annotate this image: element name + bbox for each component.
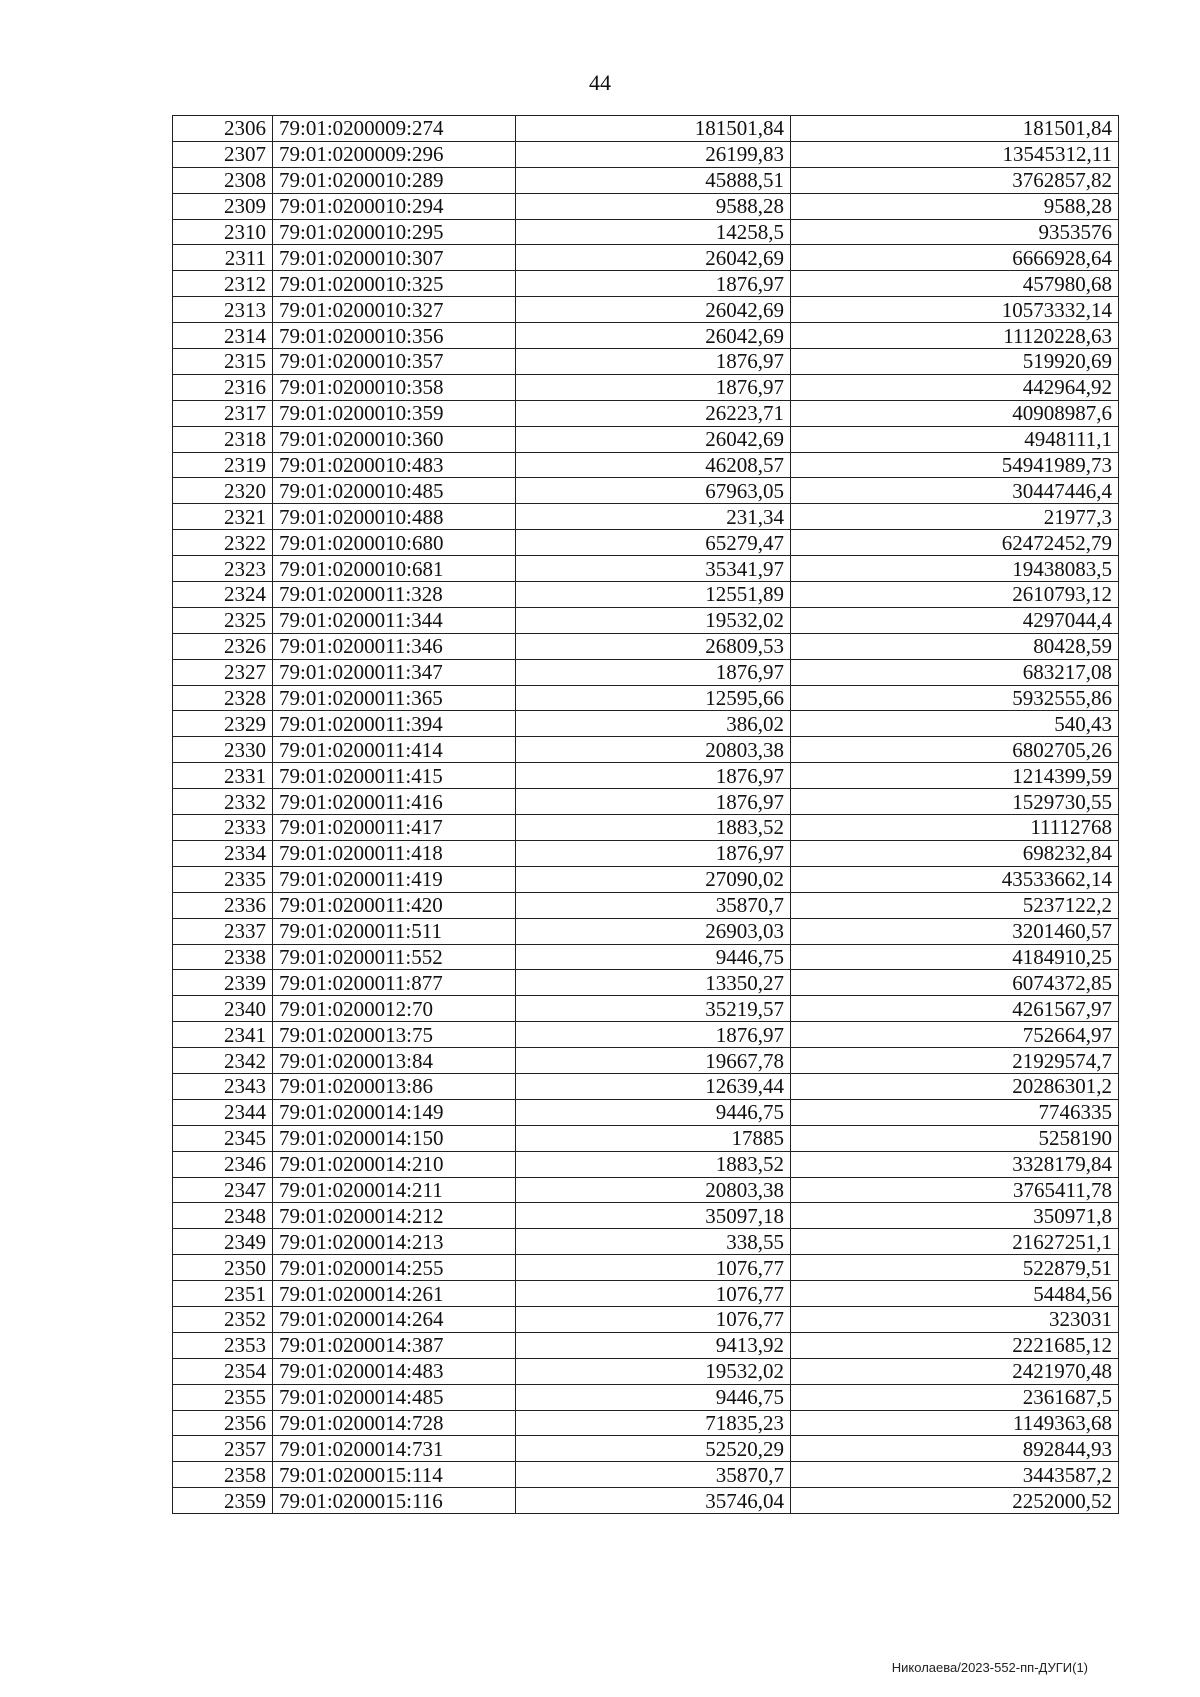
- cadastral-value-cell: 4297044,4: [791, 607, 1119, 633]
- area-cell: 71835,23: [516, 1410, 791, 1436]
- table-row: [173, 1229, 1119, 1255]
- cadastral-value-cell: 892844,93: [791, 1436, 1119, 1462]
- cadastral-value-cell: 43533662,14: [791, 866, 1119, 892]
- row-number-cell: 2330: [173, 737, 273, 763]
- cadastral-value-cell: 2361687,5: [791, 1384, 1119, 1410]
- cadastral-value-cell: 323031: [791, 1306, 1119, 1332]
- cadastral-number-cell: 79:01:0200014:728: [273, 1410, 516, 1436]
- row-number-cell: 2358: [173, 1462, 273, 1488]
- row-number-cell: 2352: [173, 1306, 273, 1332]
- table-row: [173, 1177, 1119, 1203]
- cadastral-value-cell: 7746335: [791, 1099, 1119, 1125]
- area-cell: 13350,27: [516, 970, 791, 996]
- area-cell: 1876,97: [516, 659, 791, 685]
- row-number-cell: 2339: [173, 970, 273, 996]
- cadastral-number-cell: 79:01:0200010:358: [273, 374, 516, 400]
- cadastral-value-cell: 5258190: [791, 1125, 1119, 1151]
- cadastral-value-cell: 5237122,2: [791, 892, 1119, 918]
- table-row: [173, 789, 1119, 815]
- area-cell: 1876,97: [516, 763, 791, 789]
- area-cell: 9588,28: [516, 193, 791, 219]
- table-row: [173, 374, 1119, 400]
- cadastral-value-cell: 13545312,11: [791, 141, 1119, 167]
- row-number-cell: 2341: [173, 1022, 273, 1048]
- cadastral-value-cell: 11112768: [791, 815, 1119, 841]
- cadastral-number-cell: 79:01:0200011:877: [273, 970, 516, 996]
- area-cell: 231,34: [516, 504, 791, 530]
- area-cell: 9446,75: [516, 1099, 791, 1125]
- area-cell: 26042,69: [516, 323, 791, 349]
- area-cell: 19532,02: [516, 1358, 791, 1384]
- cadastral-number-cell: 79:01:0200011:414: [273, 737, 516, 763]
- cadastral-number-cell: 79:01:0200010:356: [273, 323, 516, 349]
- cadastral-value-cell: 1529730,55: [791, 789, 1119, 815]
- table-row: [173, 530, 1119, 556]
- area-cell: 35219,57: [516, 996, 791, 1022]
- cadastral-number-cell: 79:01:0200010:325: [273, 271, 516, 297]
- cadastral-value-cell: 4184910,25: [791, 944, 1119, 970]
- cadastral-number-cell: 79:01:0200010:359: [273, 400, 516, 426]
- cadastral-number-cell: 79:01:0200011:420: [273, 892, 516, 918]
- table-row: [173, 1462, 1119, 1488]
- table-row: [173, 1488, 1119, 1514]
- cadastral-number-cell: 79:01:0200010:357: [273, 349, 516, 375]
- row-number-cell: 2309: [173, 193, 273, 219]
- cadastral-number-cell: 79:01:0200010:681: [273, 556, 516, 582]
- area-cell: 26042,69: [516, 245, 791, 271]
- row-number-cell: 2337: [173, 918, 273, 944]
- cadastral-value-cell: 21977,3: [791, 504, 1119, 530]
- row-number-cell: 2319: [173, 452, 273, 478]
- row-number-cell: 2336: [173, 892, 273, 918]
- area-cell: 17885: [516, 1125, 791, 1151]
- row-number-cell: 2343: [173, 1073, 273, 1099]
- cadastral-value-cell: 9353576: [791, 219, 1119, 245]
- row-number-cell: 2334: [173, 840, 273, 866]
- row-number-cell: 2322: [173, 530, 273, 556]
- area-cell: 1883,52: [516, 815, 791, 841]
- area-cell: 12595,66: [516, 685, 791, 711]
- cadastral-number-cell: 79:01:0200009:274: [273, 116, 516, 142]
- row-number-cell: 2329: [173, 711, 273, 737]
- row-number-cell: 2331: [173, 763, 273, 789]
- table-row: [173, 349, 1119, 375]
- cadastral-number-cell: 79:01:0200011:417: [273, 815, 516, 841]
- cadastral-number-cell: 79:01:0200014:210: [273, 1151, 516, 1177]
- cadastral-number-cell: 79:01:0200010:307: [273, 245, 516, 271]
- cadastral-value-cell: 9588,28: [791, 193, 1119, 219]
- area-cell: 1876,97: [516, 1022, 791, 1048]
- table-row: [173, 607, 1119, 633]
- cadastral-number-cell: 79:01:0200010:289: [273, 167, 516, 193]
- cadastral-value-cell: 21929574,7: [791, 1048, 1119, 1074]
- table-row: [173, 996, 1119, 1022]
- cadastral-number-cell: 79:01:0200014:264: [273, 1306, 516, 1332]
- row-number-cell: 2328: [173, 685, 273, 711]
- area-cell: 1876,97: [516, 349, 791, 375]
- table-row: [173, 400, 1119, 426]
- row-number-cell: 2332: [173, 789, 273, 815]
- table-row: [173, 840, 1119, 866]
- cadastral-value-cell: 40908987,6: [791, 400, 1119, 426]
- cadastral-number-cell: 79:01:0200011:415: [273, 763, 516, 789]
- row-number-cell: 2340: [173, 996, 273, 1022]
- row-number-cell: 2335: [173, 866, 273, 892]
- cadastral-value-cell: 5932555,86: [791, 685, 1119, 711]
- row-number-cell: 2354: [173, 1358, 273, 1384]
- cadastral-number-cell: 79:01:0200015:114: [273, 1462, 516, 1488]
- cadastral-value-cell: 350971,8: [791, 1203, 1119, 1229]
- cadastral-number-cell: 79:01:0200014:213: [273, 1229, 516, 1255]
- cadastral-number-cell: 79:01:0200010:360: [273, 426, 516, 452]
- row-number-cell: 2323: [173, 556, 273, 582]
- table-row: [173, 1048, 1119, 1074]
- cadastral-value-cell: 19438083,5: [791, 556, 1119, 582]
- table-row: [173, 1099, 1119, 1125]
- cadastral-value-cell: 698232,84: [791, 840, 1119, 866]
- row-number-cell: 2348: [173, 1203, 273, 1229]
- cadastral-number-cell: 79:01:0200011:419: [273, 866, 516, 892]
- cadastral-value-cell: 442964,92: [791, 374, 1119, 400]
- cadastral-number-cell: 79:01:0200011:347: [273, 659, 516, 685]
- cadastral-number-cell: 79:01:0200010:680: [273, 530, 516, 556]
- area-cell: 65279,47: [516, 530, 791, 556]
- area-cell: 12639,44: [516, 1073, 791, 1099]
- area-cell: 1076,77: [516, 1306, 791, 1332]
- cadastral-number-cell: 79:01:0200010:488: [273, 504, 516, 530]
- cadastral-number-cell: 79:01:0200010:485: [273, 478, 516, 504]
- cadastral-value-cell: 540,43: [791, 711, 1119, 737]
- cadastral-value-table: [172, 115, 1119, 1514]
- cadastral-value-cell: 2221685,12: [791, 1332, 1119, 1358]
- area-cell: 1876,97: [516, 840, 791, 866]
- table-row: [173, 970, 1119, 996]
- area-cell: 1076,77: [516, 1255, 791, 1281]
- row-number-cell: 2347: [173, 1177, 273, 1203]
- table-row: [173, 866, 1119, 892]
- row-number-cell: 2324: [173, 582, 273, 608]
- cadastral-number-cell: 79:01:0200014:211: [273, 1177, 516, 1203]
- row-number-cell: 2308: [173, 167, 273, 193]
- cadastral-number-cell: 79:01:0200011:552: [273, 944, 516, 970]
- table-row: [173, 219, 1119, 245]
- cadastral-number-cell: 79:01:0200011:328: [273, 582, 516, 608]
- cadastral-value-cell: 4948111,1: [791, 426, 1119, 452]
- table-row: [173, 815, 1119, 841]
- table-row: [173, 271, 1119, 297]
- cadastral-number-cell: 79:01:0200014:483: [273, 1358, 516, 1384]
- area-cell: 338,55: [516, 1229, 791, 1255]
- row-number-cell: 2338: [173, 944, 273, 970]
- area-cell: 35097,18: [516, 1203, 791, 1229]
- cadastral-value-cell: 62472452,79: [791, 530, 1119, 556]
- document-reference: Николаева/2023-552-пп-ДУГИ(1): [891, 1660, 1088, 1675]
- area-cell: 45888,51: [516, 167, 791, 193]
- cadastral-number-cell: 79:01:0200010:483: [273, 452, 516, 478]
- area-cell: 67963,05: [516, 478, 791, 504]
- row-number-cell: 2314: [173, 323, 273, 349]
- cadastral-number-cell: 79:01:0200011:418: [273, 840, 516, 866]
- cadastral-value-cell: 181501,84: [791, 116, 1119, 142]
- row-number-cell: 2307: [173, 141, 273, 167]
- area-cell: 20803,38: [516, 1177, 791, 1203]
- table-row: [173, 245, 1119, 271]
- area-cell: 386,02: [516, 711, 791, 737]
- table-row: [173, 1410, 1119, 1436]
- area-cell: 9446,75: [516, 944, 791, 970]
- table-row: [173, 685, 1119, 711]
- table-row: [173, 1203, 1119, 1229]
- table-row: [173, 1151, 1119, 1177]
- cadastral-value-cell: 1214399,59: [791, 763, 1119, 789]
- table-row: [173, 478, 1119, 504]
- area-cell: 9413,92: [516, 1332, 791, 1358]
- cadastral-value-cell: 54484,56: [791, 1281, 1119, 1307]
- area-cell: 1876,97: [516, 789, 791, 815]
- cadastral-number-cell: 79:01:0200011:346: [273, 633, 516, 659]
- cadastral-value-cell: 683217,08: [791, 659, 1119, 685]
- table-row: [173, 944, 1119, 970]
- cadastral-number-cell: 79:01:0200013:86: [273, 1073, 516, 1099]
- row-number-cell: 2327: [173, 659, 273, 685]
- row-number-cell: 2316: [173, 374, 273, 400]
- area-cell: 35870,7: [516, 1462, 791, 1488]
- table-row: [173, 918, 1119, 944]
- cadastral-value-cell: 2421970,48: [791, 1358, 1119, 1384]
- area-cell: 26809,53: [516, 633, 791, 659]
- area-cell: 27090,02: [516, 866, 791, 892]
- row-number-cell: 2333: [173, 815, 273, 841]
- table-row: [173, 297, 1119, 323]
- row-number-cell: 2317: [173, 400, 273, 426]
- table-row: [173, 323, 1119, 349]
- table-row: [173, 763, 1119, 789]
- table-row: [173, 1022, 1119, 1048]
- row-number-cell: 2353: [173, 1332, 273, 1358]
- cadastral-number-cell: 79:01:0200014:261: [273, 1281, 516, 1307]
- area-cell: 12551,89: [516, 582, 791, 608]
- cadastral-value-cell: 1149363,68: [791, 1410, 1119, 1436]
- cadastral-number-cell: 79:01:0200011:365: [273, 685, 516, 711]
- cadastral-value-cell: 6074372,85: [791, 970, 1119, 996]
- cadastral-number-cell: 79:01:0200014:387: [273, 1332, 516, 1358]
- cadastral-value-cell: 54941989,73: [791, 452, 1119, 478]
- table-row: [173, 1281, 1119, 1307]
- cadastral-number-cell: 79:01:0200014:255: [273, 1255, 516, 1281]
- row-number-cell: 2321: [173, 504, 273, 530]
- cadastral-number-cell: 79:01:0200011:394: [273, 711, 516, 737]
- row-number-cell: 2345: [173, 1125, 273, 1151]
- row-number-cell: 2320: [173, 478, 273, 504]
- cadastral-number-cell: 79:01:0200015:116: [273, 1488, 516, 1514]
- cadastral-number-cell: 79:01:0200014:150: [273, 1125, 516, 1151]
- row-number-cell: 2315: [173, 349, 273, 375]
- cadastral-value-cell: 3328179,84: [791, 1151, 1119, 1177]
- area-cell: 26042,69: [516, 426, 791, 452]
- cadastral-number-cell: 79:01:0200013:75: [273, 1022, 516, 1048]
- row-number-cell: 2357: [173, 1436, 273, 1462]
- area-cell: 19667,78: [516, 1048, 791, 1074]
- area-cell: 1076,77: [516, 1281, 791, 1307]
- row-number-cell: 2312: [173, 271, 273, 297]
- row-number-cell: 2346: [173, 1151, 273, 1177]
- table-row: [173, 504, 1119, 530]
- row-number-cell: 2356: [173, 1410, 273, 1436]
- cadastral-value-cell: 10573332,14: [791, 297, 1119, 323]
- table-row: [173, 1358, 1119, 1384]
- area-cell: 1876,97: [516, 271, 791, 297]
- table-row: [173, 1306, 1119, 1332]
- table-row: [173, 556, 1119, 582]
- row-number-cell: 2313: [173, 297, 273, 323]
- cadastral-value-cell: 519920,69: [791, 349, 1119, 375]
- table-row: [173, 892, 1119, 918]
- area-cell: 26903,03: [516, 918, 791, 944]
- cadastral-value-cell: 3765411,78: [791, 1177, 1119, 1203]
- cadastral-value-cell: 6666928,64: [791, 245, 1119, 271]
- row-number-cell: 2311: [173, 245, 273, 271]
- area-cell: 35341,97: [516, 556, 791, 582]
- page-number: 44: [589, 70, 611, 95]
- cadastral-number-cell: 79:01:0200014:149: [273, 1099, 516, 1125]
- area-cell: 14258,5: [516, 219, 791, 245]
- row-number-cell: 2342: [173, 1048, 273, 1074]
- cadastral-value-cell: 3443587,2: [791, 1462, 1119, 1488]
- table-body: [173, 116, 1119, 1514]
- cadastral-value-cell: 522879,51: [791, 1255, 1119, 1281]
- table-row: [173, 167, 1119, 193]
- row-number-cell: 2310: [173, 219, 273, 245]
- cadastral-number-cell: 79:01:0200012:70: [273, 996, 516, 1022]
- table-row: [173, 1436, 1119, 1462]
- cadastral-value-cell: 4261567,97: [791, 996, 1119, 1022]
- cadastral-value-cell: 80428,59: [791, 633, 1119, 659]
- cadastral-number-cell: 79:01:0200014:212: [273, 1203, 516, 1229]
- area-cell: 9446,75: [516, 1384, 791, 1410]
- cadastral-number-cell: 79:01:0200010:294: [273, 193, 516, 219]
- area-cell: 26223,71: [516, 400, 791, 426]
- area-cell: 26042,69: [516, 297, 791, 323]
- row-number-cell: 2318: [173, 426, 273, 452]
- table-row: [173, 1125, 1119, 1151]
- row-number-cell: 2306: [173, 116, 273, 142]
- cadastral-value-cell: 2610793,12: [791, 582, 1119, 608]
- table-row: [173, 426, 1119, 452]
- table-row: [173, 582, 1119, 608]
- row-number-cell: 2344: [173, 1099, 273, 1125]
- cadastral-value-cell: 752664,97: [791, 1022, 1119, 1048]
- row-number-cell: 2325: [173, 607, 273, 633]
- table-row: [173, 452, 1119, 478]
- area-cell: 1876,97: [516, 374, 791, 400]
- table-row: [173, 737, 1119, 763]
- area-cell: 19532,02: [516, 607, 791, 633]
- row-number-cell: 2355: [173, 1384, 273, 1410]
- area-cell: 46208,57: [516, 452, 791, 478]
- cadastral-number-cell: 79:01:0200014:731: [273, 1436, 516, 1462]
- cadastral-value-cell: 2252000,52: [791, 1488, 1119, 1514]
- cadastral-value-cell: 30447446,4: [791, 478, 1119, 504]
- row-number-cell: 2351: [173, 1281, 273, 1307]
- area-cell: 20803,38: [516, 737, 791, 763]
- table-row: [173, 633, 1119, 659]
- row-number-cell: 2349: [173, 1229, 273, 1255]
- table-row: [173, 141, 1119, 167]
- cadastral-value-cell: 457980,68: [791, 271, 1119, 297]
- table-row: [173, 1073, 1119, 1099]
- area-cell: 1883,52: [516, 1151, 791, 1177]
- cadastral-value-cell: 3762857,82: [791, 167, 1119, 193]
- row-number-cell: 2359: [173, 1488, 273, 1514]
- area-cell: 181501,84: [516, 116, 791, 142]
- table-row: [173, 1255, 1119, 1281]
- cadastral-value-cell: 6802705,26: [791, 737, 1119, 763]
- area-cell: 26199,83: [516, 141, 791, 167]
- table-row: [173, 193, 1119, 219]
- area-cell: 52520,29: [516, 1436, 791, 1462]
- cadastral-number-cell: 79:01:0200014:485: [273, 1384, 516, 1410]
- row-number-cell: 2350: [173, 1255, 273, 1281]
- area-cell: 35746,04: [516, 1488, 791, 1514]
- cadastral-number-cell: 79:01:0200010:295: [273, 219, 516, 245]
- area-cell: 35870,7: [516, 892, 791, 918]
- cadastral-number-cell: 79:01:0200010:327: [273, 297, 516, 323]
- table-row: [173, 659, 1119, 685]
- table-row: [173, 1384, 1119, 1410]
- cadastral-number-cell: 79:01:0200011:416: [273, 789, 516, 815]
- row-number-cell: 2326: [173, 633, 273, 659]
- table-row: [173, 116, 1119, 142]
- cadastral-number-cell: 79:01:0200011:344: [273, 607, 516, 633]
- cadastral-value-cell: 11120228,63: [791, 323, 1119, 349]
- cadastral-number-cell: 79:01:0200009:296: [273, 141, 516, 167]
- table-row: [173, 1332, 1119, 1358]
- table-row: [173, 711, 1119, 737]
- cadastral-value-cell: 3201460,57: [791, 918, 1119, 944]
- cadastral-value-cell: 21627251,1: [791, 1229, 1119, 1255]
- cadastral-number-cell: 79:01:0200011:511: [273, 918, 516, 944]
- cadastral-number-cell: 79:01:0200013:84: [273, 1048, 516, 1074]
- cadastral-value-cell: 20286301,2: [791, 1073, 1119, 1099]
